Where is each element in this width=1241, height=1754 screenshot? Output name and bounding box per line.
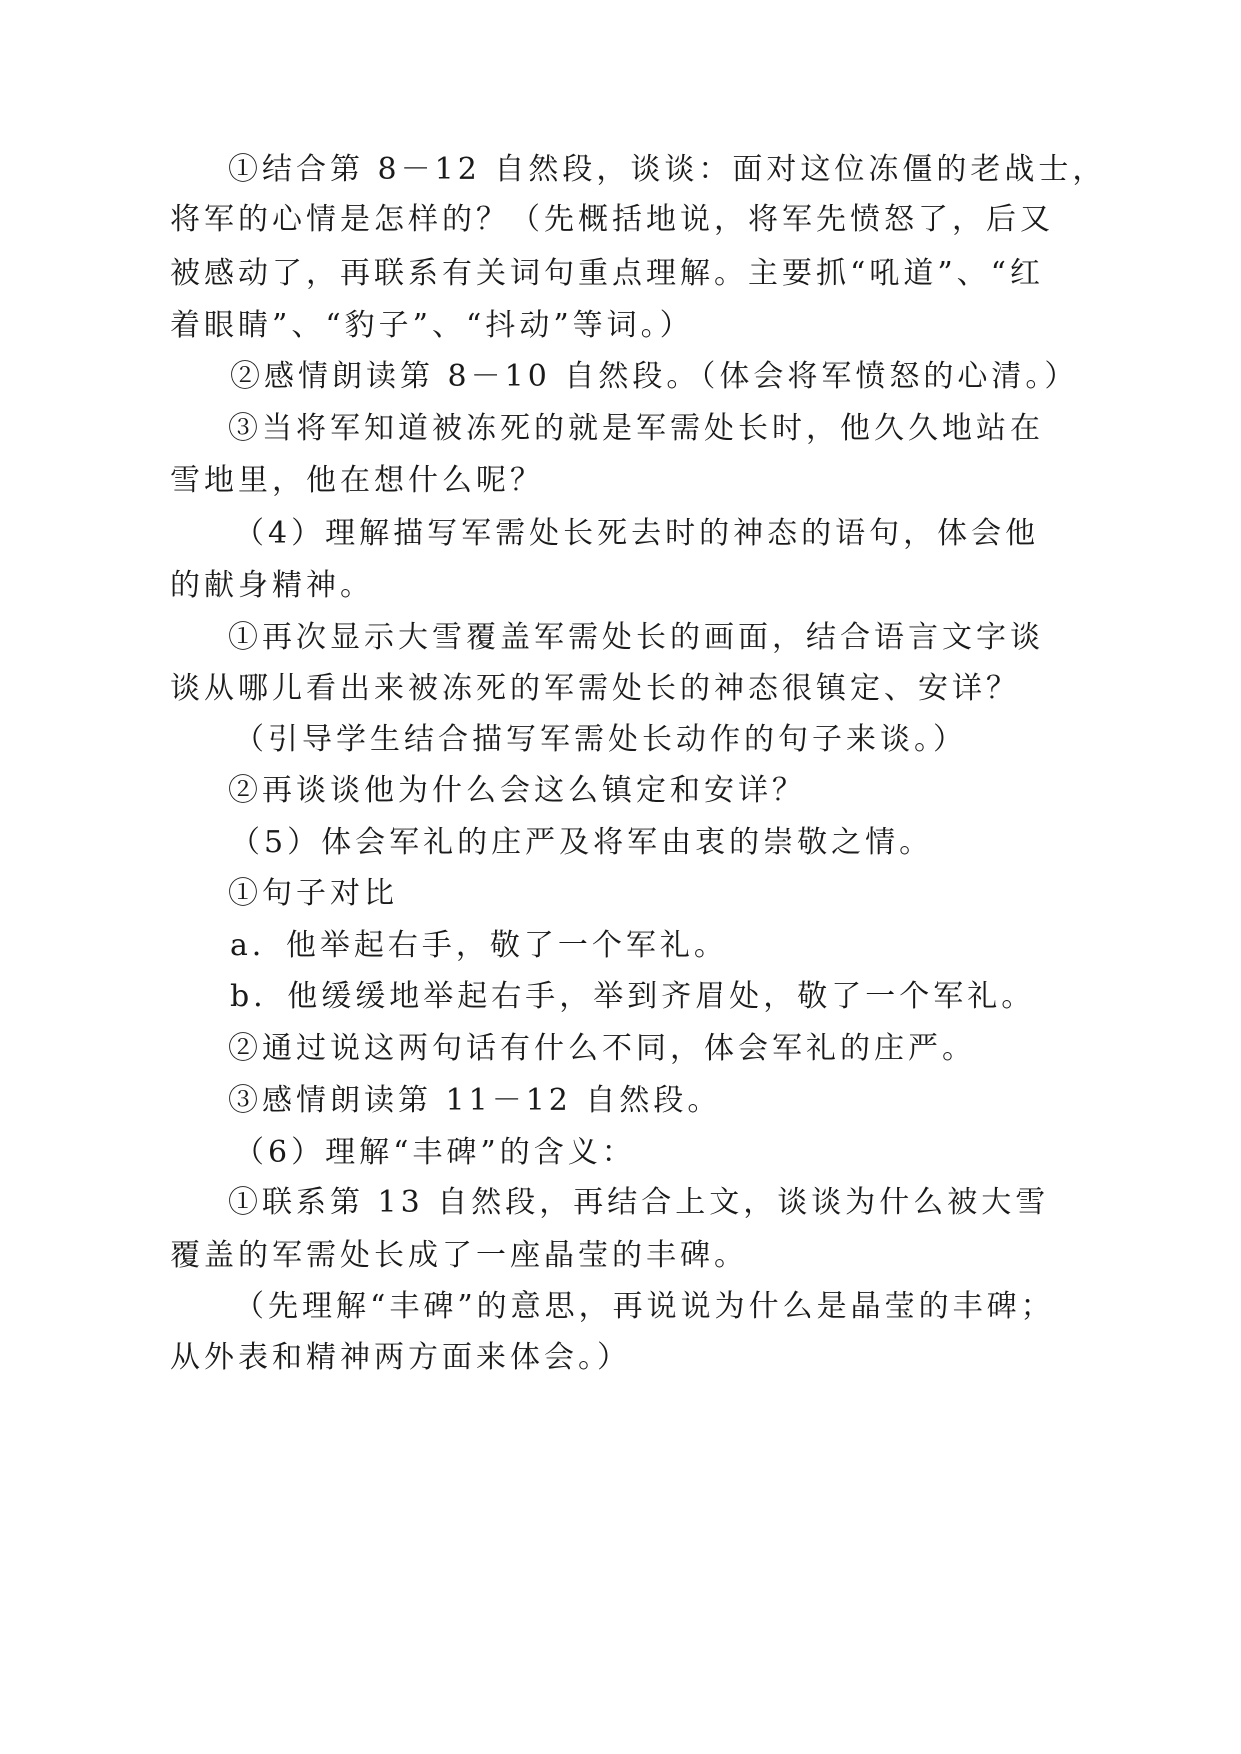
text-line-12: （引导学生结合描写军需处长动作的句子来谈。） [234, 722, 967, 757]
text-line-3: 被感动了，再联系有关词句重点理解。主要抓“吼道”、“红 [170, 256, 1045, 291]
text-line-16: a．他举起右手，敬了一个军礼。 [230, 928, 728, 963]
text-line-6: ③当将军知道被冻死的就是军需处长时，他久久地站在 [228, 411, 1044, 446]
text-line-13: ②再谈谈他为什么会这么镇定和安详？ [228, 773, 806, 808]
text-line-20: （6）理解“丰碑”的含义： [234, 1135, 636, 1170]
text-line-18: ②通过说这两句话有什么不同，体会军礼的庄严。 [228, 1031, 976, 1066]
text-line-15: ①句子对比 [228, 876, 398, 911]
text-line-14: （5）体会军礼的庄严及将军由衷的崇敬之情。 [230, 825, 934, 860]
text-line-5: ②感情朗读第 8－10 自然段。（体会将军愤怒的心清。） [230, 359, 1079, 394]
text-line-22: 覆盖的军需处长成了一座晶莹的丰碑。 [170, 1238, 748, 1273]
text-line-10: ①再次显示大雪覆盖军需处长的画面，结合语言文字谈 [228, 620, 1044, 655]
text-line-7: 雪地里，他在想什么呢？ [170, 463, 544, 498]
text-line-9: 的献身精神。 [170, 568, 374, 603]
text-line-21: ①联系第 13 自然段，再结合上文，谈谈为什么被大雪 [228, 1185, 1050, 1220]
text-line-8: （4）理解描写军需处长死去时的神态的语句，体会他 [234, 516, 1040, 551]
text-line-4: 着眼睛”、“豹子”、“抖动”等词。） [170, 308, 694, 343]
text-line-11: 谈从哪儿看出来被冻死的军需处长的神态很镇定、安详？ [170, 671, 1020, 706]
text-line-24: 从外表和精神两方面来体会。） [170, 1340, 631, 1375]
text-line-1: ①结合第 8－12 自然段，谈谈：面对这位冻僵的老战士， [228, 152, 1107, 187]
text-line-2: 将军的心情是怎样的？（先概括地说，将军先愤怒了，后又 [170, 202, 1054, 237]
text-line-19: ③感情朗读第 11－12 自然段。 [228, 1083, 722, 1118]
text-line-23: （先理解“丰碑”的意思，再说说为什么是晶莹的丰碑； [234, 1289, 1055, 1324]
text-line-17: b．他缓缓地举起右手，举到齐眉处，敬了一个军礼。 [230, 979, 1036, 1014]
